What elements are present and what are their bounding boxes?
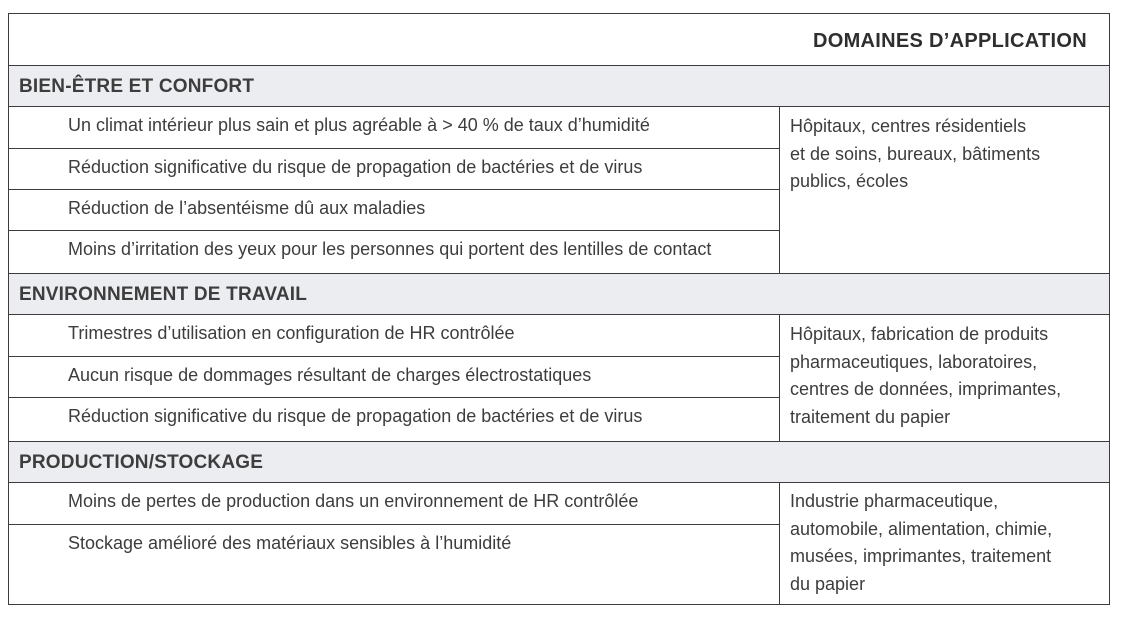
item-text: Réduction significative du risque de propagation de bactéries et de virus (68, 157, 643, 177)
list-item (9, 398, 779, 441)
item-text: Aucun risque de dommages résultant de charges électrostatiques (68, 365, 592, 385)
domain-line: Industrie pharmaceutique, (790, 491, 999, 511)
domain-line: publics, écoles (790, 171, 909, 191)
domain-cell (790, 113, 1105, 196)
list-item (9, 357, 779, 398)
section-header-bien-etre (9, 66, 1109, 107)
table-header (9, 14, 1109, 66)
list-item (9, 525, 779, 604)
domain-line: traitement du papier (790, 406, 951, 427)
section-label: BIEN-ÊTRE ET CONFORT (19, 76, 255, 97)
header-title: DOMAINES D’APPLICATION (812, 30, 1087, 52)
list-item (9, 231, 779, 273)
domain-cell (790, 321, 1105, 431)
domain-line: et de soins, bureaux, bâtiments (790, 143, 1041, 164)
domain-line: centres de données, imprimantes, (790, 379, 1062, 399)
domain-line: du papier (790, 573, 866, 594)
section-header-environnement (9, 273, 1109, 315)
item-list (9, 107, 780, 273)
application-table (8, 13, 1110, 605)
list-item (9, 483, 779, 525)
section-body-bien-etre (9, 107, 1109, 273)
item-text: Moins de pertes de production dans un environnement de HR contrôlée (68, 491, 639, 511)
section-label: ENVIRONNEMENT DE TRAVAIL (19, 284, 308, 305)
domain-line: Hôpitaux, fabrication de produits (790, 324, 1049, 344)
domain-line: musées, imprimantes, traitement (790, 546, 1052, 566)
list-item (9, 149, 779, 190)
item-list (9, 483, 780, 604)
section-body-production (9, 483, 1109, 604)
section-label: PRODUCTION/STOCKAGE (19, 452, 264, 473)
domain-line: pharmaceutiques, laboratoires, (790, 351, 1038, 372)
list-item (9, 315, 779, 357)
list-item (9, 107, 779, 149)
item-text: Moins d’irritation des yeux pour les personnes qui portent des lentilles de contact (68, 239, 712, 259)
item-text: Un climat intérieur plus sain et plus agréable à > 40 % de taux d’humidité (68, 115, 650, 135)
section-body-environnement (9, 315, 1109, 441)
item-text: Réduction de l’absentéisme dû aux maladies (68, 198, 426, 218)
list-item (9, 190, 779, 231)
item-text: Trimestres d’utilisation en configuration de HR contrôlée (68, 323, 515, 343)
item-text: Réduction significative du risque de propagation de bactéries et de virus (68, 406, 643, 426)
item-text: Stockage amélioré des matériaux sensibles à l’humidité (68, 533, 512, 553)
item-list (9, 315, 780, 441)
section-header-production (9, 441, 1109, 483)
domain-line: automobile, alimentation, chimie, (790, 518, 1053, 539)
domain-line: Hôpitaux, centres résidentiels (790, 116, 1027, 136)
domain-cell (790, 488, 1105, 598)
